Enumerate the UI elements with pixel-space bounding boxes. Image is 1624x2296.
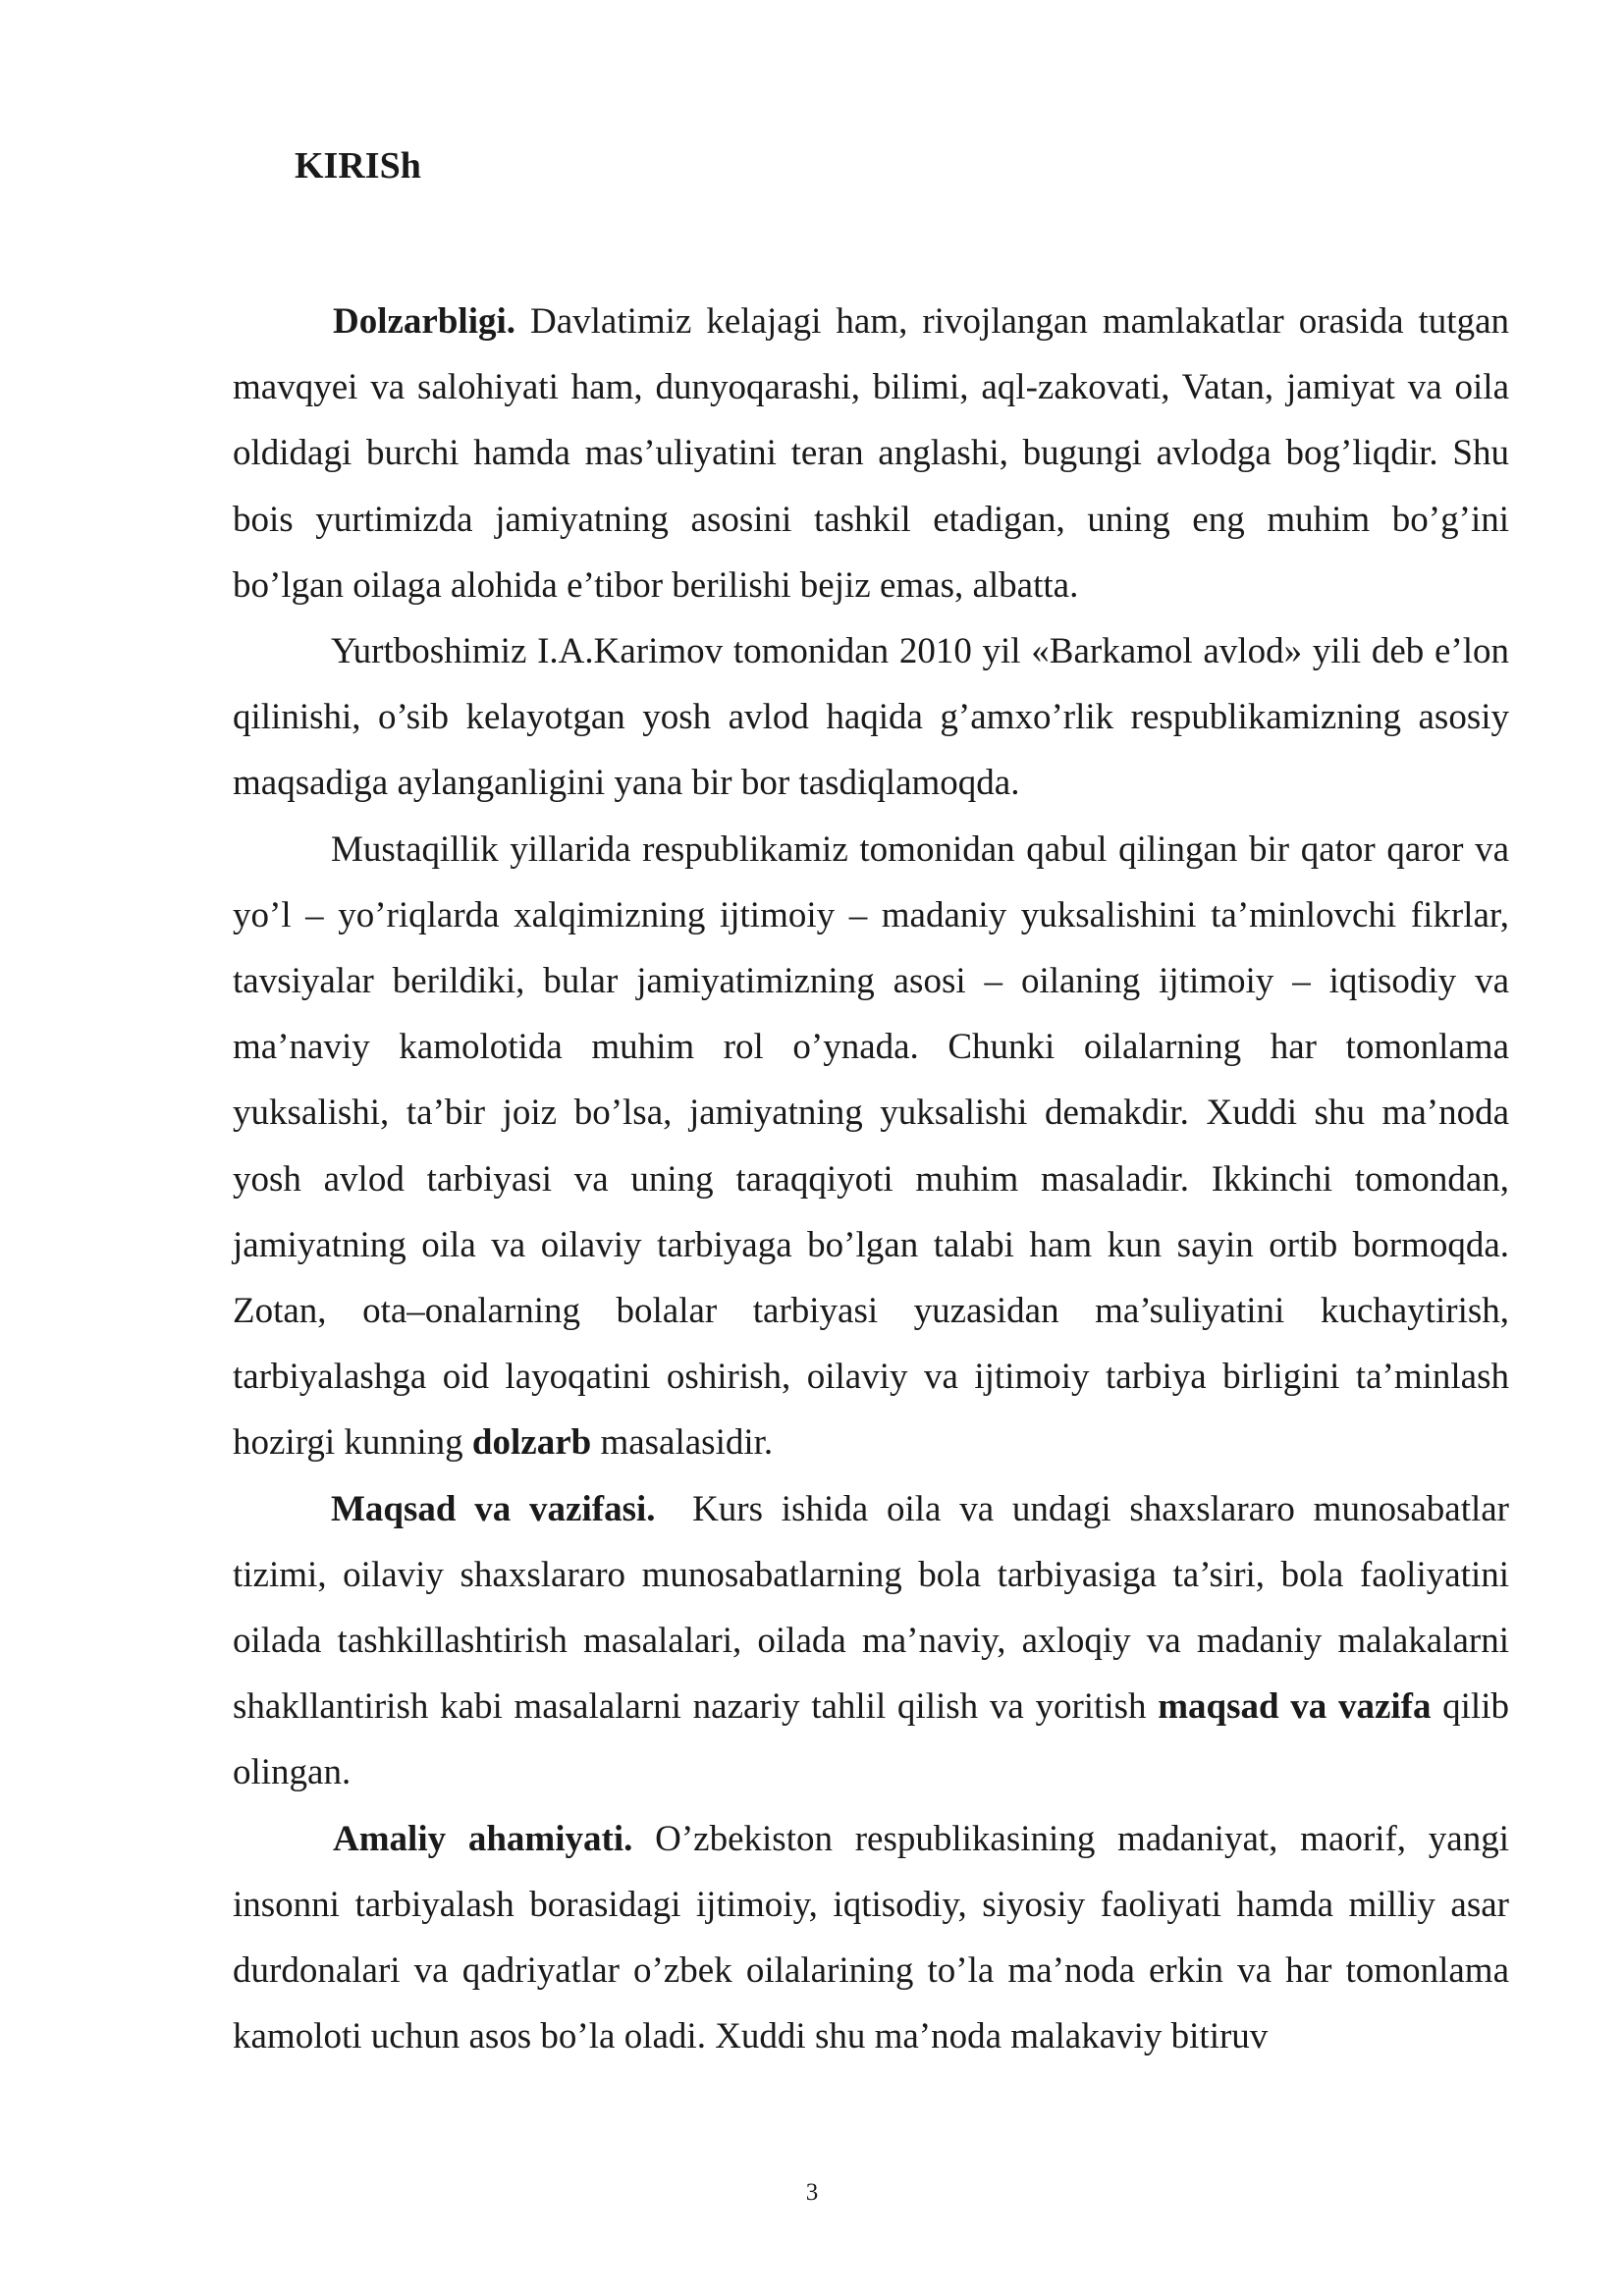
paragraph-text-end: qilib olingan. bbox=[233, 1686, 1509, 1793]
paragraph-text: Mustaqillik yillarida respublikamiz tomonidan qabul qilingan bir qator qaror va yo’l – yo’riqlarda xalqimizning ijtimoiy – madaniy yuksalishini ta’minlovchi fikrlar, tavsiyalar berildiki, bular jamiyatimizning asosi – oilaning ijtimoiy – iqtisodiy va ma’naviy kamolotida muhim rol o’ynada. Chunki oilalarning har tomonlama yuksalishi, ta’bir joiz bo’lsa, jamiyatning yuksalishi demakdir. Xuddi shu ma’noda yosh avlod tarbiyasi va uning taraqqiyoti muhim masaladir. Ikkinchi tomondan, jamiyatning oila va oilaviy tarbiyaga bo’lgan talabi ham kun sayin ortib bormoqda. Zotan, ota–onalarning bolalar tarbiyasi yuzasidan ma’suliyatini kuchaytirish, tarbiyalashga oid layoqatini oshirish, oilaviy va ijtimoiy tarbiya birligini ta’minlash hozirgi kunning bbox=[233, 828, 1509, 1464]
paragraph-text: Yurtboshimiz I.A.Karimov tomonidan 2010 yil «Barkamol avlod» yili deb e’lon qilinishi, o’sib kelayotgan yosh avlod haqida g’amxo’rlik respublikamizning asosiy maqsadiga aylanganligini yana bir bor tasdiqlamoqda. bbox=[233, 631, 1509, 804]
paragraph-emphasis: dolzarb bbox=[471, 1422, 592, 1464]
paragraph-text: Davlatimiz kelajagi ham, rivojlangan mamlakatlar orasida tutgan mavqyei va salohiyati ham, dunyoqarashi, bilimi, aql-zakovati, Vatan, jamiyat va oila oldidagi burchi hamda mas’uliyatini teran anglashi, bugungi avlodga bog’liqdir. Shu bois yurtimizda jamiyatning asosini tashkil etadigan, uning eng muhim bo’g’ini bo’lgan oilaga alohida e’tibor berilishi bejiz emas, albatta. bbox=[233, 301, 1509, 606]
paragraph-text: O’zbekiston respublikasining madaniyat, maorif, yangi insonni tarbiyalash borasidagi ijtimoiy, iqtisodiy, siyosiy faoliyati hamda milliy asar durdonalari va qadriyatlar o’zbek oilalarining to’la ma’noda erkin va har tomonlama kamoloti uchun asos bo’la oladi. Xuddi shu ma’noda malakaviy bitiruv bbox=[233, 1818, 1509, 2057]
paragraph-practical bbox=[233, 1806, 1509, 2070]
paragraph-text-end: masalasidir. bbox=[591, 1422, 774, 1464]
paragraph-relevance bbox=[233, 289, 1509, 618]
page-number: 3 bbox=[805, 2179, 819, 2206]
paragraph-lead: Maqsad va vazifasi. bbox=[331, 1488, 656, 1529]
paragraph-lead: Dolzarbligi. bbox=[333, 301, 516, 342]
paragraph-aim bbox=[233, 1476, 1519, 1806]
paragraph-independence bbox=[233, 817, 1509, 1476]
paragraph-text: Kurs ishida oila va undagi shaxslararo munosabatlar tizimi, oilaviy shaxslararo munosabatlarning bola tarbiyasiga ta’siri, bola faoliyatini oilada tashkillashtirish masalalari, oilada ma’naviy, axloqiy va madaniy malakalarni shakllantirish kabi masalalarni nazariy tahlil qilish va yoritish bbox=[233, 1488, 1519, 1728]
paragraph-emphasis: maqsad va vazifa bbox=[1158, 1686, 1432, 1728]
section-heading: KIRISh bbox=[295, 145, 421, 187]
paragraph-karimov bbox=[233, 618, 1509, 817]
body-text bbox=[233, 289, 1519, 2069]
paragraph-lead: Amaliy ahamiyati. bbox=[333, 1818, 633, 1859]
